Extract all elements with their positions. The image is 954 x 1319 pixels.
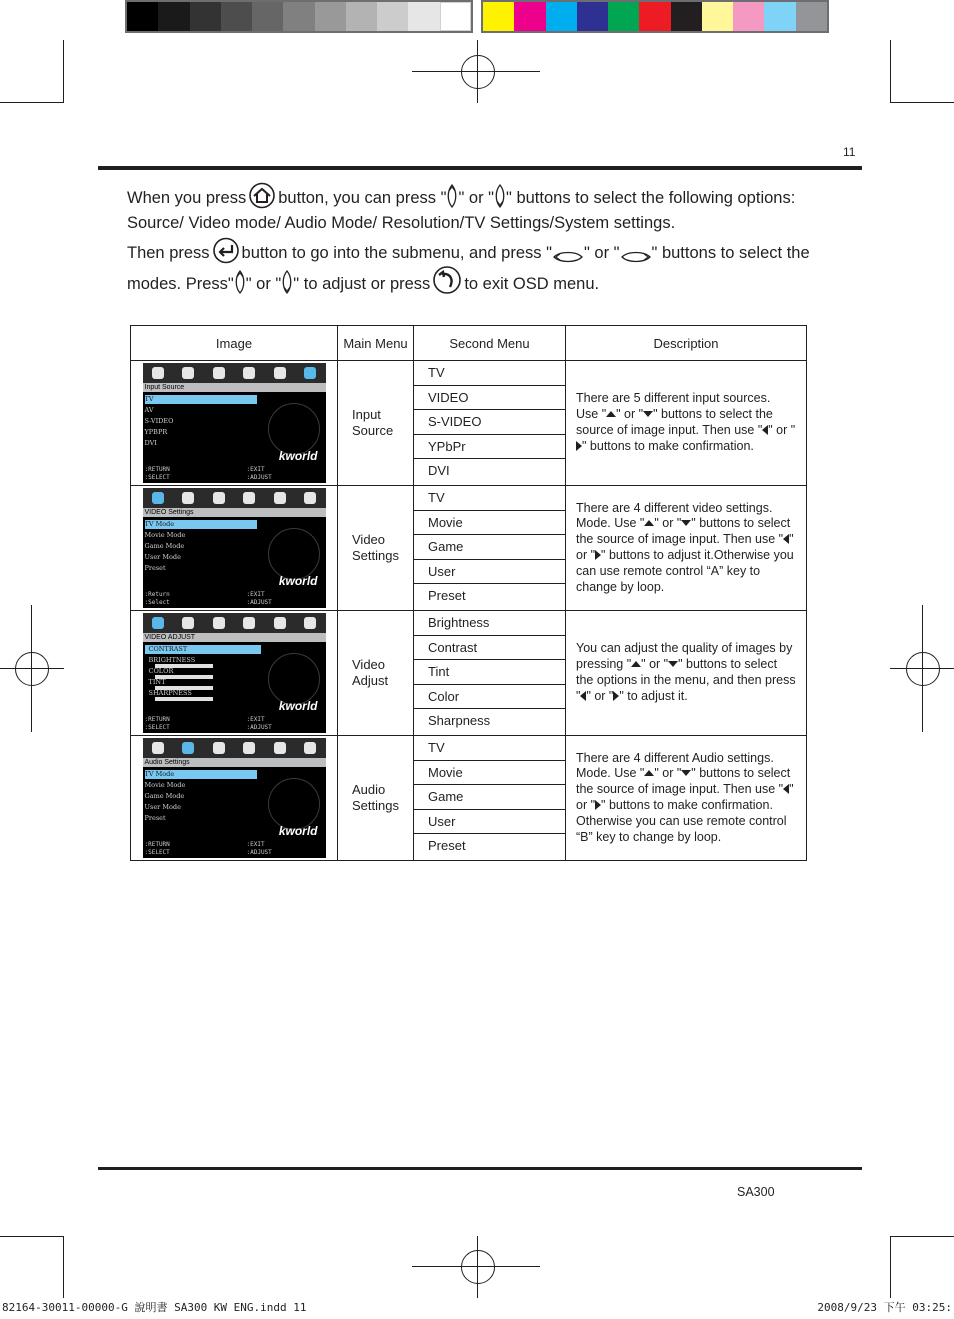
intro-text: " to adjust or press [293, 275, 431, 293]
description-cell [566, 486, 807, 611]
second-menu-item: TV [414, 736, 565, 761]
osd-footer-text: :SELECT [144, 474, 170, 481]
osd-slider [155, 697, 213, 701]
osd-title: VIDEO ADJUST [143, 633, 326, 642]
intro-text: button, you can press " [278, 189, 447, 207]
osd-menu-item: Movie Mode [144, 781, 186, 789]
osd-footer-left [145, 591, 170, 607]
osd-menu-item: TV [145, 395, 257, 404]
decorative-swirl [268, 653, 320, 705]
crop-mark [890, 1236, 891, 1298]
intro-text: Source/ Video mode/ Audio Mode/ Resolution/TV Settings/System settings. [127, 214, 676, 232]
registration-mark [15, 652, 49, 686]
osd-toolbar [143, 363, 326, 383]
color-swatch [671, 2, 702, 31]
description-text: " buttons to select the source of image input. Then use " [576, 766, 791, 797]
osd-footer [143, 465, 326, 483]
description-text: " or " [654, 766, 682, 781]
osd-footer-text: :RETURN [144, 841, 170, 848]
osd-exit-icon [304, 492, 316, 504]
intro-text: When you press [127, 189, 247, 207]
crop-mark [63, 1236, 64, 1298]
osd-gear-icon [243, 492, 255, 504]
color-swatch [315, 2, 346, 31]
description-text: " or " [654, 516, 682, 531]
up-arrow-icon [631, 661, 641, 667]
osd-music-icon [182, 367, 194, 379]
footer-rule [98, 1167, 862, 1170]
osd-menu-item: TINT [148, 678, 166, 686]
crop-mark [0, 102, 64, 103]
decorative-swirl [268, 403, 320, 455]
main-menu-cell: Video Settings [338, 486, 414, 611]
osd-title: Input Source [143, 383, 326, 392]
osd-menu-item: YPBPR [144, 428, 168, 436]
osd-footer-right [247, 466, 272, 482]
osd-settings-icon [152, 617, 164, 629]
registration-mark [461, 1250, 495, 1284]
osd-footer-left [145, 466, 170, 482]
osd-footer-text: :SELECT [144, 849, 170, 856]
second-menu-item: S-VIDEO [414, 410, 565, 435]
color-swatch [190, 2, 221, 31]
description-text: You can adjust the quality of images by pressing " [576, 641, 793, 672]
second-menu-item: TV [414, 361, 565, 386]
osd-footer-text: :RETURN [144, 716, 170, 723]
osd-menu-item: TV Mode [145, 520, 257, 529]
back-icon [430, 265, 464, 305]
up-arrow-icon [644, 770, 654, 776]
osd-settings-icon [152, 367, 164, 379]
intro-text: button to go into the submenu, and press " [241, 244, 552, 262]
osd-menu-item: S-VIDEO [144, 417, 174, 425]
second-menu-cell [414, 486, 566, 611]
description-cell [566, 611, 807, 736]
color-swatch [440, 2, 471, 31]
kworld-logo: kworld [278, 449, 318, 463]
osd-screen-image [143, 363, 326, 483]
column-header: Main Menu [338, 326, 414, 361]
osd-music-icon [182, 742, 194, 754]
osd-menu-item: User Mode [144, 553, 181, 561]
osd-menu-item: CONTRAST [145, 645, 261, 654]
osd-footer-text: :ADJUST [246, 849, 272, 856]
intro-text: Then press [127, 244, 210, 262]
osd-footer [143, 590, 326, 608]
decorative-swirl [268, 778, 320, 830]
color-swatch [546, 2, 577, 31]
up-button-icon [234, 269, 246, 305]
second-menu-item: YPbPr [414, 435, 565, 460]
intro-text: . [594, 275, 600, 293]
description-text: " or " [586, 688, 614, 703]
osd-title: VIDEO Settings [143, 508, 326, 517]
second-menu-item: Preset [428, 838, 466, 854]
osd-gear-icon [243, 742, 255, 754]
second-menu-item: Brightness [414, 611, 565, 636]
osd-screen-image [143, 613, 326, 733]
color-swatch [702, 2, 733, 31]
down-arrow-icon [681, 770, 691, 776]
osd-exit-icon [304, 367, 316, 379]
osd-menu-item: Game Mode [144, 792, 185, 800]
color-swatch [283, 2, 314, 31]
color-swatch [733, 2, 764, 31]
osd-toolbar [143, 488, 326, 508]
osd-tv-icon [213, 367, 225, 379]
crop-mark [890, 102, 954, 103]
color-swatch [221, 2, 252, 31]
osd-menu-item: Preset [144, 814, 166, 822]
osd-toolbar [143, 613, 326, 633]
intro-line-2 [127, 210, 675, 238]
header-rule [98, 166, 862, 170]
crop-mark [890, 1236, 954, 1237]
table-row [131, 486, 807, 611]
osd-footer-right [247, 591, 272, 607]
table-row [131, 736, 807, 861]
osd-screenshot-cell [131, 736, 338, 861]
osd-footer-text: :RETURN [144, 466, 170, 473]
osd-menu-item: TV Mode [145, 770, 257, 779]
second-menu-item: User [414, 560, 565, 585]
osd-footer-text: :EXIT [246, 466, 265, 473]
description-text: " buttons to select the source of image input. Then use " [576, 516, 791, 547]
osd-grid-icon [274, 367, 286, 379]
intro-text: " or " [583, 244, 620, 262]
table-row [131, 361, 807, 486]
color-swatch [608, 2, 639, 31]
color-swatch [408, 2, 439, 31]
intro-line-4 [127, 265, 599, 305]
osd-grid-icon [274, 617, 286, 629]
osd-footer-right [247, 841, 272, 857]
crop-mark [890, 40, 891, 103]
kworld-logo: kworld [278, 574, 318, 588]
second-menu-item: VIDEO [414, 386, 565, 411]
osd-footer [143, 840, 326, 858]
second-menu-item: Preset [428, 588, 466, 604]
osd-footer-left [145, 716, 170, 732]
description-text: " buttons to make confirmation. Otherwise you can use remote control “B” key to change by loop. [576, 798, 787, 844]
description-text: " buttons to adjust it.Otherwise you can use remote control “A” key to change by loop. [576, 548, 794, 594]
osd-footer-text: :ADJUST [246, 599, 272, 606]
page-number: 11 [843, 145, 856, 159]
crop-mark [63, 40, 64, 103]
crop-mark [0, 1236, 64, 1237]
osd-footer-text: :Select [144, 599, 170, 606]
table-header-row [131, 326, 807, 361]
osd-menu-item: DVI [144, 439, 157, 447]
osd-footer-left [145, 841, 170, 857]
osd-screenshot-cell [131, 611, 338, 736]
second-menu-item: User [414, 810, 565, 835]
second-menu-cell [414, 361, 566, 486]
registration-mark [906, 652, 940, 686]
osd-toolbar [143, 738, 326, 758]
color-swatch [158, 2, 189, 31]
osd-menu-item: Preset [144, 564, 166, 572]
slug-right: 2008/9/23 下午 03:25: [817, 1301, 952, 1314]
description-text: " buttons to select the options in the menu, and then press " [576, 657, 796, 703]
color-swatch [252, 2, 283, 31]
osd-menu-table [130, 325, 807, 861]
osd-footer-text: :EXIT [246, 591, 265, 598]
osd-tv-icon [213, 742, 225, 754]
color-calibration-bar [481, 0, 829, 33]
osd-music-icon [182, 617, 194, 629]
osd-menu-item: AV [144, 406, 154, 414]
color-swatch [764, 2, 795, 31]
description-text: " or " [616, 407, 644, 422]
osd-menu-item: COLOR [148, 667, 174, 675]
column-header: Image [131, 326, 338, 361]
second-menu-item: TV [414, 486, 565, 511]
osd-menu-item: Game Mode [144, 542, 185, 550]
description-text: " or " [576, 532, 794, 562]
description-text: There are 4 different video settings. Mode. Use " [576, 500, 773, 531]
second-menu-item: Contrast [414, 636, 565, 661]
osd-tv-icon [213, 492, 225, 504]
down-arrow-icon [668, 661, 678, 667]
main-menu-cell: Audio Settings [338, 736, 414, 861]
second-menu-item: DVI [428, 463, 450, 479]
color-swatch [346, 2, 377, 31]
osd-gear-icon [243, 617, 255, 629]
slug-left: 82164-30011-00000-G 說明書 SA300 KW ENG.indd 11 [2, 1301, 307, 1314]
description-text: " or " [641, 657, 669, 672]
kworld-logo: kworld [278, 699, 318, 713]
intro-text: " or " [245, 275, 282, 293]
osd-footer-text: :EXIT [246, 716, 265, 723]
down-arrow-icon [643, 411, 653, 417]
description-text: " or " [576, 782, 794, 812]
second-menu-cell [414, 736, 566, 861]
osd-footer-text: :SELECT [144, 724, 170, 731]
color-swatch [639, 2, 670, 31]
description-cell [566, 736, 807, 861]
osd-footer-text: :Return [144, 591, 170, 598]
model-name: SA300 [737, 1185, 775, 1199]
osd-menu-item: BRIGHTNESS [148, 656, 196, 664]
registration-mark [461, 55, 495, 89]
osd-exit-icon [304, 742, 316, 754]
intro-text: to exit OSD menu [464, 275, 595, 293]
color-swatch [483, 2, 514, 31]
osd-screenshot-cell [131, 361, 338, 486]
grayscale-calibration-bar [125, 0, 473, 33]
kworld-logo: kworld [278, 824, 318, 838]
osd-screen-image [143, 738, 326, 858]
description-text: " to adjust it. [619, 688, 688, 703]
intro-text: " or " [458, 189, 495, 207]
color-swatch [514, 2, 545, 31]
table-row [131, 611, 807, 736]
down-arrow-icon [681, 520, 691, 526]
description-text: " buttons to select the source of image input. Then use " [576, 407, 773, 437]
osd-settings-icon [152, 492, 164, 504]
osd-menu-item: User Mode [144, 803, 181, 811]
description-text: There are 5 different input sources. Use " [576, 391, 771, 422]
intro-text: modes. Press" [127, 275, 234, 293]
color-swatch [796, 2, 827, 31]
osd-title: Audio Settings [143, 758, 326, 767]
osd-footer-text: :ADJUST [246, 474, 272, 481]
second-menu-item: Game [414, 535, 565, 560]
second-menu-item: Movie [414, 511, 565, 536]
down-button-icon [281, 269, 293, 305]
osd-menu-item: Movie Mode [144, 531, 186, 539]
osd-menu-item: SHARPNESS [148, 689, 192, 697]
color-swatch [377, 2, 408, 31]
right-button-icon [620, 246, 652, 274]
second-menu-cell [414, 611, 566, 736]
osd-footer-text: :ADJUST [246, 724, 272, 731]
description-text: There are 4 different Audio settings. Mode. Use " [576, 750, 774, 781]
osd-grid-icon [274, 742, 286, 754]
description-text: " or " [768, 423, 796, 437]
second-menu-item: Movie [414, 761, 565, 786]
osd-gear-icon [243, 367, 255, 379]
second-menu-item: Color [414, 685, 565, 710]
osd-screen-image [143, 488, 326, 608]
osd-exit-icon [304, 617, 316, 629]
second-menu-item: Tint [414, 660, 565, 685]
color-swatch [577, 2, 608, 31]
osd-tv-icon [213, 617, 225, 629]
intro-text: " buttons to select the following options: [506, 189, 796, 207]
description-text: " buttons to make confirmation. [582, 438, 754, 453]
main-menu-cell: Video Adjust [338, 611, 414, 736]
osd-footer [143, 715, 326, 733]
description-cell [566, 361, 807, 486]
second-menu-item: Sharpness [428, 713, 491, 729]
up-arrow-icon [644, 520, 654, 526]
second-menu-item: Game [414, 785, 565, 810]
osd-settings-icon [152, 742, 164, 754]
osd-grid-icon [274, 492, 286, 504]
up-arrow-icon [606, 411, 616, 417]
decorative-swirl [268, 528, 320, 580]
main-menu-cell: Input Source [338, 361, 414, 486]
color-swatch [127, 2, 158, 31]
osd-footer-text: :EXIT [246, 841, 265, 848]
column-header: Description [566, 326, 807, 361]
osd-music-icon [182, 492, 194, 504]
osd-footer-right [247, 716, 272, 732]
column-header: Second Menu [414, 326, 566, 361]
osd-screenshot-cell [131, 486, 338, 611]
intro-text: " buttons to select the [651, 244, 810, 262]
